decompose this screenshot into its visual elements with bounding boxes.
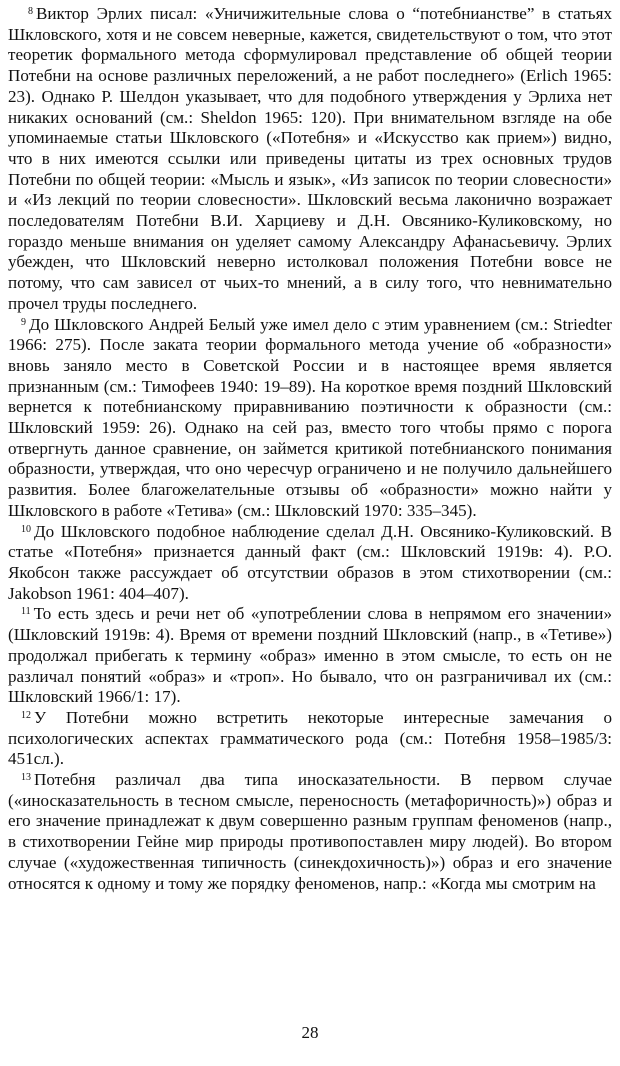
footnote-text: Виктор Эрлих писал: «Уничижительные слова о “потебнианстве” в статьях Шкловского, хотя и не совсем неверные, кажется, свидетельствуют о том, что этот теоретик формального метода сформулировал представление об общей теории Потебни на основе различных переложений, а не работ последнего» (Erlich 1965: 23). Однако Р. Шелдон указывает, что для подобного утверждения у Эрлиха нет никаких оснований (см.: Sheldon 1965: 120). При внимательном взгляде на обе упоминаемые статьи Шкловского («Потебня» и «Искусство как прием») видно, что в них имеются ссылки или приведены цитаты из трех основных трудов Потебни по общей теории: «Мысль и язык», «Из записок по теории словесности» и «Из лекций по теории словесности». Шкловский весьма лаконично возражает последователям Потебни В.И. Харциеву и Д.Н. Овсянико-Куликовскому, но гораздо меньше внимания он уделяет самому Александру Афанасьевичу. Эрлих убежден, что Шкловский неверно истолковал положения Потебни вовсе не потому, что сам зависел от чьих-то мнений, а в силу того, что невнимательно прочел труды последнего.	[8, 4, 612, 313]
footnote-9	[8, 315, 612, 522]
book-page	[8, 4, 612, 1004]
footnotes-block	[8, 4, 612, 894]
footnote-text: Потебня различал два типа иносказательности. В первом случае («иносказательность в тесном смысле, переносность (метафоричность)») образ и его значение принадлежат к двум совершенно разным группам феноменов (напр., в стихотворении Гейне мир природы противопоставлен миру людей). Во втором случае («художественная типичность (синекдохичность)») образ и его значение относятся к одному и тому же порядку феноменов, напр.: «Когда мы смотрим на	[8, 770, 612, 893]
footnote-12	[8, 708, 612, 770]
footnote-number: 13	[21, 772, 31, 784]
footnote-10	[8, 522, 612, 605]
footnote-number: 10	[21, 523, 31, 535]
page-number: 28	[301, 1023, 319, 1042]
footnote-text: То есть здесь и речи нет об «употреблении слова в непрямом его значении» (Шкловский 1919в: 4). Время от времени поздний Шкловский (напр., в «Тетиве») продолжал прибегать к термину «образ» именно в этом смысле, то есть он не различал понятий «образ» и «троп». Но бывало, что он разграничивал их (см.: Шкловский 1966/1: 17).	[8, 604, 612, 707]
footnote-number: 11	[21, 606, 31, 618]
footnote-text: До Шкловского Андрей Белый уже имел дело с этим уравнением (см.: Striedter 1966: 275). После заката теории формального метода учение об «образности» вновь заняло место в Советской России и в настоящее время является признанным (см.: Тимофеев 1940: 19–89). На короткое время поздний Шкловский вернется к потебнианскому приравниванию поэтичности к образности (см.: Шкловский 1959: 26). Однако на сей раз, вместо того чтобы прямо с порога отвергнуть данное сравнение, он займется критикой потебнианского понимания образности, утверждая, что оно чересчур ограничено и не получило дальнейшего развития. Более благожелательные отзывы об «образности» можно найти у Шкловского в работе «Тетива» (см.: Шкловский 1970: 335–345).	[8, 314, 612, 520]
footnote-11	[8, 604, 612, 708]
footnote-text: До Шкловского подобное наблюдение сделал Д.Н. Овсянико-Куликовский. В статье «Потебня» признается данный факт (см.: Шкловский 1919в: 4). Р.О. Якобсон также рассуждает об отсутствии образов в этом стихотворении (см.: Jakobson 1961: 404–407).	[8, 521, 612, 603]
footnote-number: 9	[21, 316, 26, 328]
footnote-number: 12	[21, 709, 31, 721]
footnote-8	[8, 4, 612, 315]
footnote-number: 8	[28, 6, 33, 17]
footnote-text: У Потебни можно встретить некоторые интересные замечания о психологических аспектах грамматического рода (см.: Потебня 1958–1985/3: 451сл.).	[8, 707, 612, 769]
footnote-13	[8, 770, 612, 894]
